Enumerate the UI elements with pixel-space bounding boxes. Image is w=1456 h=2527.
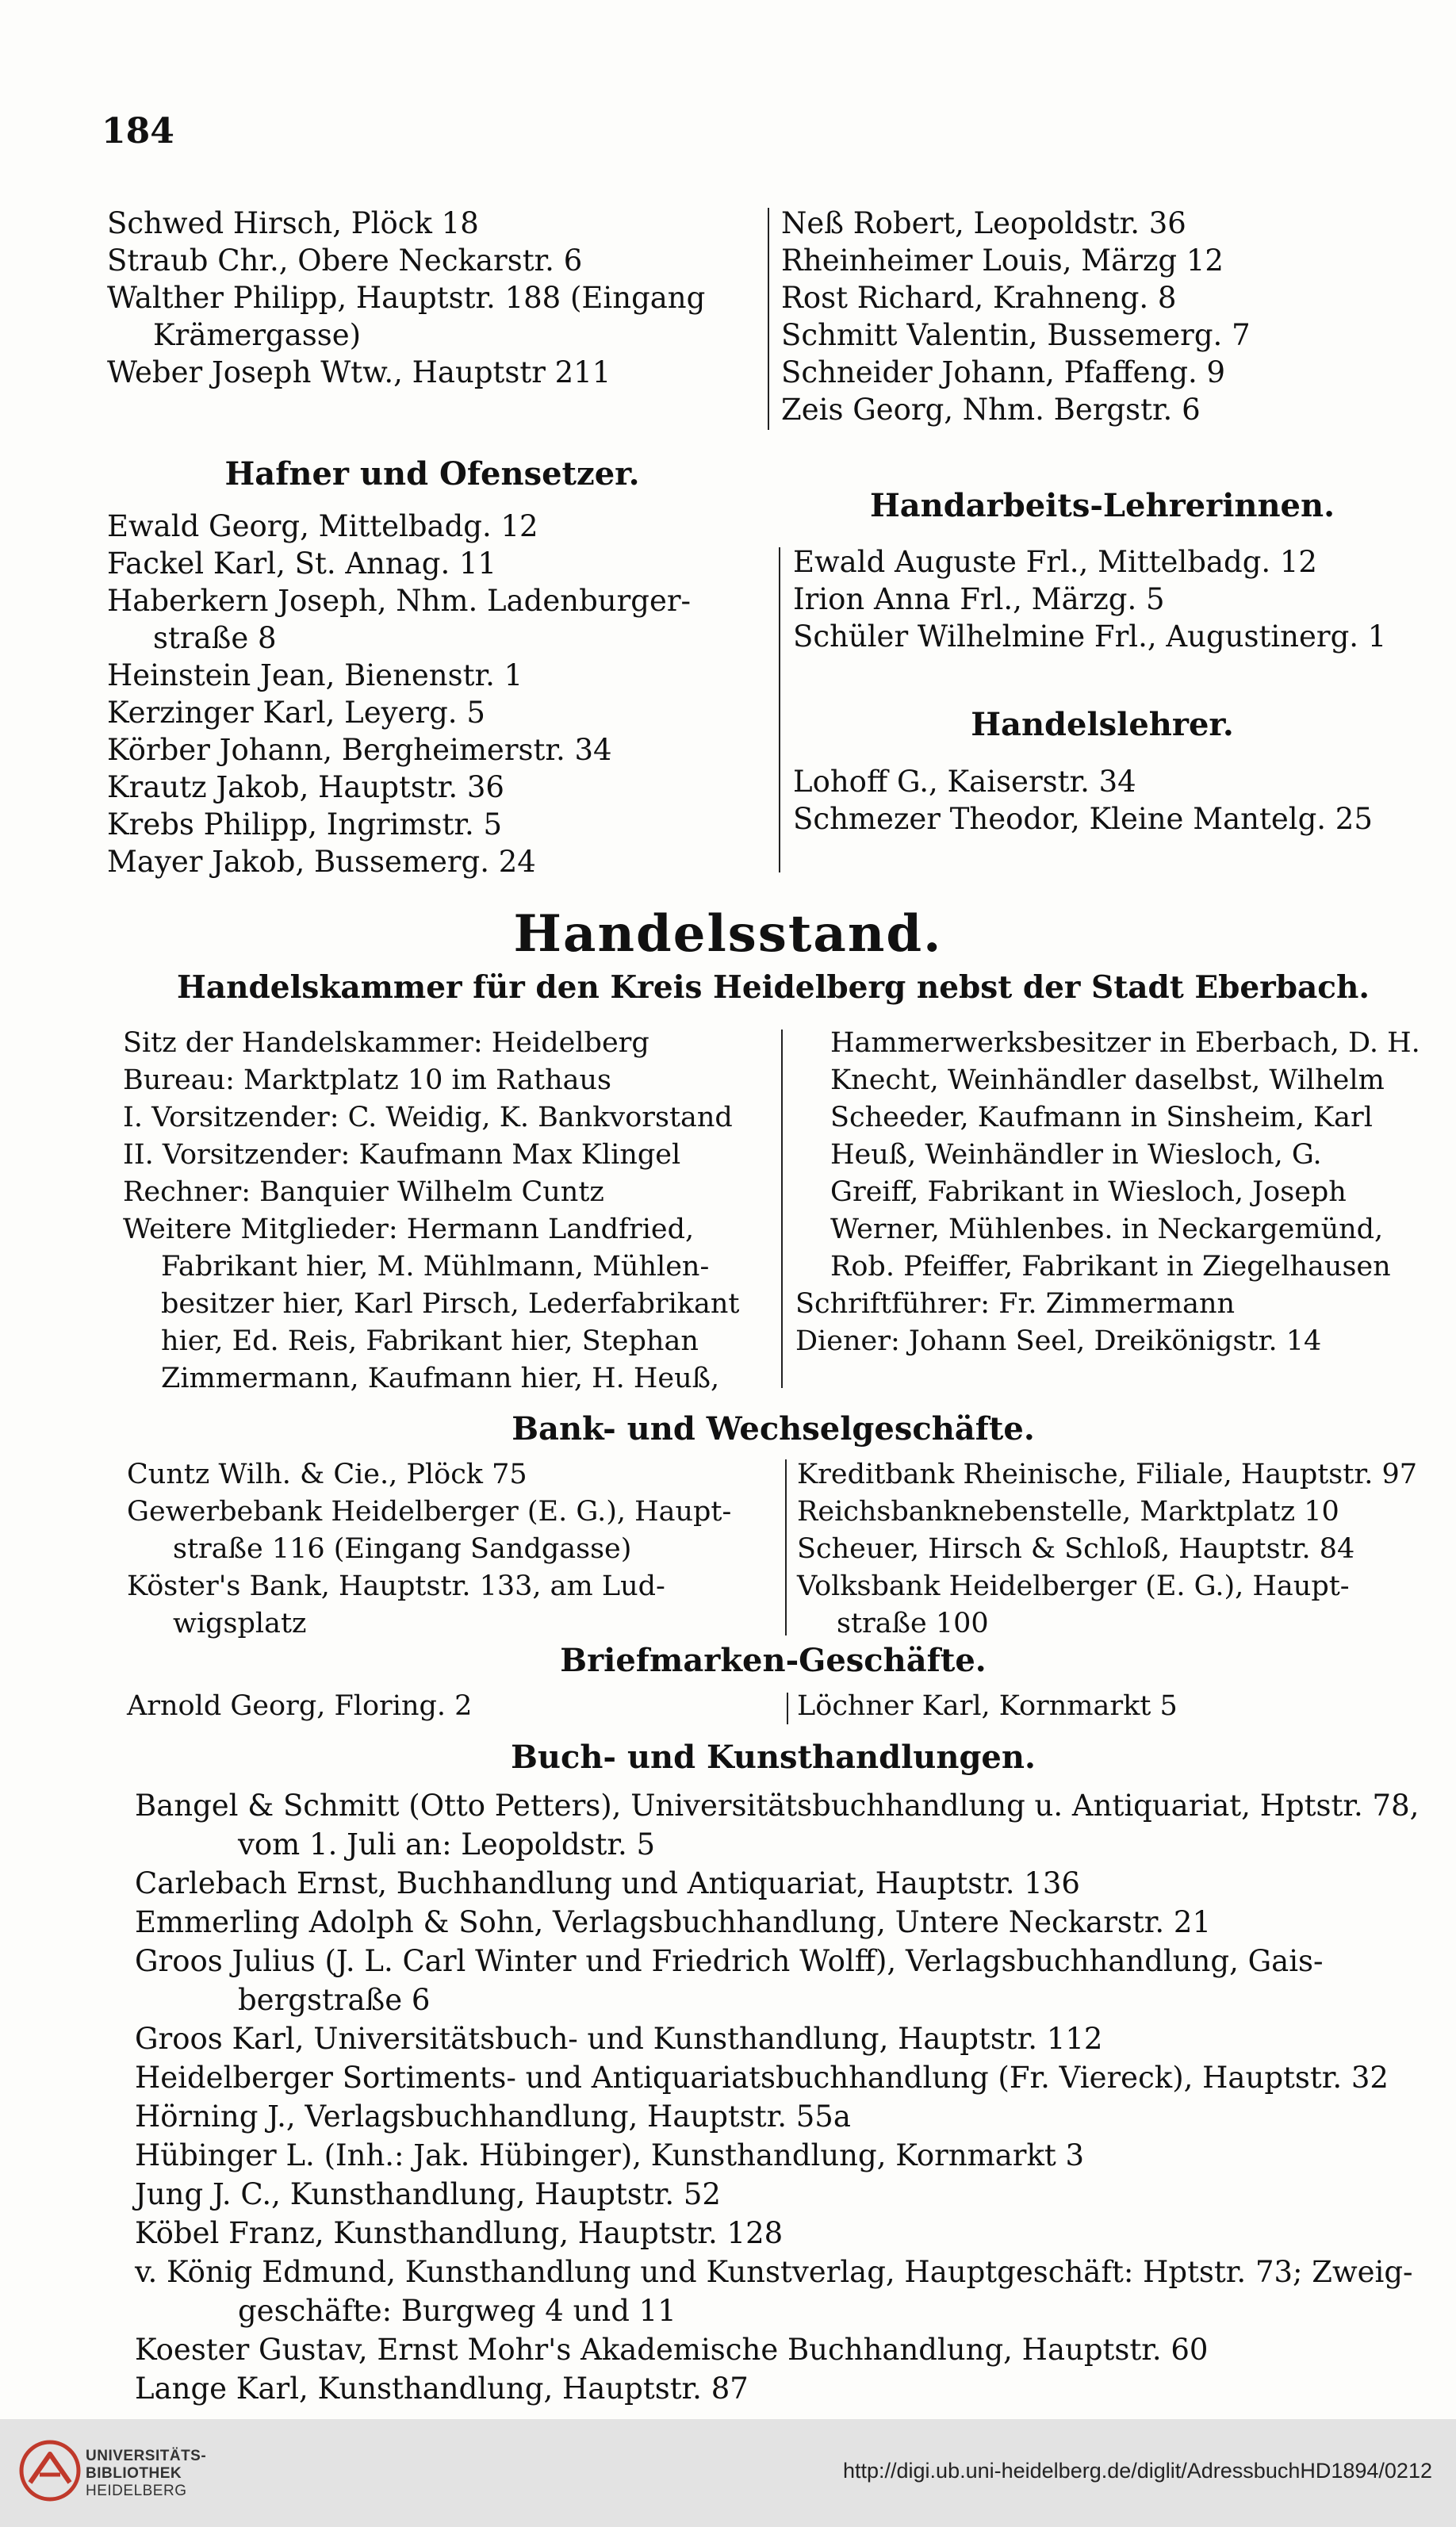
list-item: Weitere Mitglieder: Hermann Landfried, — [123, 1214, 695, 1245]
column-divider — [781, 1030, 783, 1388]
library-name: UNIVERSITÄTS- BIBLIOTHEK HEIDELBERG — [86, 2448, 207, 2499]
list-item: Arnold Georg, Floring. 2 — [127, 1690, 473, 1722]
list-item: besitzer hier, Karl Pirsch, Lederfabrikant — [161, 1288, 740, 1320]
list-item: Rost Richard, Krahneng. 8 — [781, 281, 1177, 315]
list-item: Bureau: Marktplatz 10 im Rathaus — [123, 1064, 612, 1096]
column-divider — [779, 547, 780, 872]
list-item: straße 8 — [153, 621, 277, 655]
list-item: Schriftführer: Fr. Zimmermann — [795, 1288, 1236, 1320]
list-item: Groos Julius (J. L. Carl Winter und Friedrich Wolff), Verlagsbuchhandlung, Gais- — [135, 1944, 1324, 1978]
list-item: Kerzinger Karl, Leyerg. 5 — [107, 696, 485, 730]
section-heading-bank: Bank- und Wechselgeschäfte. — [512, 1410, 1035, 1448]
list-item: Köster's Bank, Hauptstr. 133, am Lud- — [127, 1570, 665, 1602]
list-item: Rob. Pfeiffer, Fabrikant in Ziegelhausen — [830, 1251, 1391, 1283]
list-item: Greiff, Fabrikant in Wiesloch, Joseph — [830, 1176, 1347, 1208]
list-item: Schneider Johann, Pfaffeng. 9 — [781, 355, 1226, 389]
list-item: Fabrikant hier, M. Mühlmann, Mühlen- — [161, 1251, 710, 1283]
list-item: Körber Johann, Bergheimerstr. 34 — [107, 733, 612, 767]
section-heading-handelslehrer: Handelslehrer. — [971, 706, 1234, 743]
buch-list — [135, 1786, 1443, 2408]
list-item: II. Vorsitzender: Kaufmann Max Klingel — [123, 1139, 681, 1171]
list-item: Zeis Georg, Nhm. Bergstr. 6 — [781, 393, 1201, 427]
column-divider — [768, 208, 769, 430]
top-left-list — [107, 205, 705, 391]
list-item: v. König Edmund, Kunsthandlung und Kunstverlag, Hauptgeschäft: Hptstr. 73; Zweig- — [135, 2255, 1413, 2289]
list-item: Löchner Karl, Kornmarkt 5 — [797, 1690, 1178, 1722]
list-item: Jung J. C., Kunsthandlung, Hauptstr. 52 — [135, 2177, 721, 2211]
handelslehrer-list — [793, 763, 1373, 838]
bank-left — [127, 1456, 731, 1643]
top-right-list — [781, 205, 1251, 428]
list-item: Kreditbank Rheinische, Filiale, Hauptstr. 97 — [797, 1459, 1417, 1490]
list-item: Hübinger L. (Inh.: Jak. Hübinger), Kunsthandlung, Kornmarkt 3 — [135, 2138, 1085, 2172]
list-item: Heuß, Weinhändler in Wiesloch, G. — [830, 1139, 1322, 1171]
list-item: Hammerwerksbesitzer in Eberbach, D. H. — [830, 1027, 1420, 1059]
list-item: Heinstein Jean, Bienenstr. 1 — [107, 658, 523, 692]
list-item: straße 100 — [837, 1608, 989, 1639]
list-item: Rheinheimer Louis, Märzg 12 — [781, 243, 1224, 278]
bank-right — [797, 1456, 1417, 1643]
list-item: Heidelberger Sortiments- und Antiquariatsbuchhandlung (Fr. Viereck), Hauptstr. 32 — [135, 2061, 1389, 2095]
list-item: bergstraße 6 — [238, 1983, 431, 2017]
list-item: Neß Robert, Leopoldstr. 36 — [781, 206, 1186, 240]
list-item: Ewald Auguste Frl., Mittelbadg. 12 — [793, 545, 1317, 579]
subsection-heading-handelskammer: Handelskammer für den Kreis Heidelberg nebst der Stadt Eberbach. — [177, 969, 1370, 1006]
list-item: vom 1. Juli an: Leopoldstr. 5 — [238, 1827, 656, 1862]
list-item: Diener: Johann Seel, Dreikönigstr. 14 — [795, 1325, 1322, 1357]
hafner-list — [107, 508, 691, 880]
list-item: Schwed Hirsch, Plöck 18 — [107, 206, 479, 240]
section-heading-handarbeit: Handarbeits-Lehrerinnen. — [869, 487, 1335, 524]
list-item: Krebs Philipp, Ingrimstr. 5 — [107, 807, 503, 842]
list-item: Rechner: Banquier Wilhelm Cuntz — [123, 1176, 604, 1208]
list-item: Gewerbebank Heidelberger (E. G.), Haupt- — [127, 1496, 732, 1528]
list-item: Bangel & Schmitt (Otto Petters), Universitätsbuchhandlung u. Antiquariat, Hptstr. 78, — [135, 1789, 1420, 1823]
list-item: Scheeder, Kaufmann in Sinsheim, Karl — [830, 1102, 1373, 1133]
list-item: Carlebach Ernst, Buchhandlung und Antiquariat, Hauptstr. 136 — [135, 1866, 1080, 1900]
list-item: Cuntz Wilh. & Cie., Plöck 75 — [127, 1459, 527, 1490]
chapter-title-handelsstand: Handelsstand. — [513, 904, 943, 964]
list-item: Werner, Mühlenbes. in Neckargemünd, — [830, 1214, 1384, 1245]
list-item: Weber Joseph Wtw., Hauptstr 211 — [107, 355, 611, 389]
list-item: Groos Karl, Universitätsbuch- und Kunsthandlung, Hauptstr. 112 — [135, 2022, 1103, 2056]
list-item: hier, Ed. Reis, Fabrikant hier, Stephan — [161, 1325, 699, 1357]
list-item: Fackel Karl, St. Annag. 11 — [107, 546, 497, 581]
list-item: Walther Philipp, Hauptstr. 188 (Eingang — [107, 281, 706, 315]
list-item: Lohoff G., Kaiserstr. 34 — [793, 765, 1136, 799]
list-item: Knecht, Weinhändler daselbst, Wilhelm — [830, 1064, 1385, 1096]
list-item: Mayer Jakob, Bussemerg. 24 — [107, 845, 536, 879]
brief-left — [127, 1688, 472, 1725]
list-item: Hörning J., Verlagsbuchhandlung, Hauptstr. 55a — [135, 2099, 851, 2134]
list-item: Scheuer, Hirsch & Schloß, Hauptstr. 84 — [797, 1533, 1355, 1565]
list-item: Koester Gustav, Ernst Mohr's Akademische Buchhandlung, Hauptstr. 60 — [135, 2333, 1209, 2367]
list-item: Krämergasse) — [153, 318, 362, 352]
list-item: Schmitt Valentin, Bussemerg. 7 — [781, 318, 1251, 352]
section-heading-briefmarken: Briefmarken-Geschäfte. — [560, 1642, 987, 1679]
list-item: I. Vorsitzender: C. Weidig, K. Bankvorstand — [123, 1102, 733, 1133]
source-url-link[interactable]: http://digi.ub.uni-heidelberg.de/diglit/AdressbuchHD1894/0212 — [842, 2459, 1432, 2483]
list-item: straße 116 (Eingang Sandgasse) — [173, 1533, 632, 1565]
list-item: Schüler Wilhelmine Frl., Augustinerg. 1 — [793, 619, 1387, 654]
list-item: Haberkern Joseph, Nhm. Ladenburger- — [107, 584, 692, 618]
list-item: geschäfte: Burgweg 4 und 11 — [238, 2294, 676, 2328]
list-item: Ewald Georg, Mittelbadg. 12 — [107, 509, 538, 543]
column-divider — [785, 1459, 787, 1635]
footer-bar — [0, 2419, 1456, 2527]
list-item: Reichsbanknebenstelle, Marktplatz 10 — [797, 1496, 1339, 1528]
handelskammer-right — [795, 1025, 1420, 1360]
brief-right — [797, 1688, 1178, 1725]
list-item: Straub Chr., Obere Neckarstr. 6 — [107, 243, 583, 278]
list-item: Krautz Jakob, Hauptstr. 36 — [107, 770, 504, 804]
list-item: Köbel Franz, Kunsthandlung, Hauptstr. 128 — [135, 2216, 784, 2250]
list-item: Zimmermann, Kaufmann hier, H. Heuß, — [161, 1363, 720, 1394]
list-item: Sitz der Handelskammer: Heidelberg — [123, 1027, 649, 1059]
section-heading-buch: Buch- und Kunsthandlungen. — [511, 1739, 1036, 1776]
list-item: wigsplatz — [173, 1608, 307, 1639]
list-item: Irion Anna Frl., Märzg. 5 — [793, 582, 1165, 616]
handarbeit-list — [793, 543, 1386, 655]
column-divider — [787, 1693, 788, 1724]
university-library-logo-icon — [16, 2437, 84, 2505]
list-item: Volksbank Heidelberger (E. G.), Haupt- — [797, 1570, 1350, 1602]
list-item: Emmerling Adolph & Sohn, Verlagsbuchhandlung, Untere Neckarstr. 21 — [135, 1905, 1212, 1939]
list-item: Lange Karl, Kunsthandlung, Hauptstr. 87 — [135, 2372, 749, 2406]
page-number: 184 — [102, 111, 174, 151]
list-item: Schmezer Theodor, Kleine Mantelg. 25 — [793, 802, 1373, 836]
section-heading-hafner: Hafner und Ofensetzer. — [224, 455, 640, 493]
handelskammer-left — [123, 1025, 739, 1398]
